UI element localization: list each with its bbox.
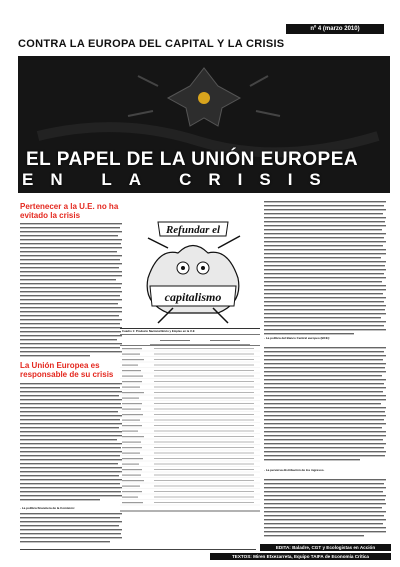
hero-title-line2: EN LA CRISIS bbox=[22, 170, 338, 189]
left-heading-2: La Unión Europea es responsable de su crisis bbox=[20, 361, 114, 379]
right-body-1 bbox=[264, 200, 386, 338]
footer-authors: TEXTOS: Miren Etxezarreta, Equipo TAIFA de Economía Crítica bbox=[210, 553, 391, 560]
left-body-3 bbox=[20, 512, 122, 544]
left-body-2 bbox=[20, 382, 122, 512]
cartoon-label-bottom: capitalismo bbox=[164, 290, 222, 304]
text-lines bbox=[20, 382, 122, 512]
left-body-1 bbox=[20, 222, 122, 358]
text-lines bbox=[264, 478, 386, 540]
cartoon-illustration bbox=[128, 208, 258, 328]
bottom-rule bbox=[20, 549, 256, 550]
issue-label: nº 4 (marzo 2010) bbox=[286, 24, 384, 34]
cartoon-label-top: Refundar el bbox=[165, 224, 221, 236]
text-lines bbox=[264, 346, 386, 464]
table-body bbox=[120, 346, 260, 521]
right-subhead-2: - La perversa distribución de los ingresos. bbox=[264, 468, 325, 472]
page-headline: CONTRA LA EUROPA DEL CAPITAL Y LA CRISIS bbox=[18, 38, 285, 50]
text-lines bbox=[264, 200, 386, 338]
table-caption: Cuadro 1: Producto Nacional Bruto y Empleo en la U.E bbox=[122, 329, 195, 333]
gdp-employment-table bbox=[120, 328, 260, 522]
cartoon-drawing bbox=[128, 208, 258, 328]
right-subhead-1: - La política del Banco Central europeo (BCE): bbox=[264, 336, 330, 340]
right-body-2 bbox=[264, 346, 386, 464]
left-subhead: - La política financiera de la Comisión: bbox=[20, 506, 75, 510]
text-lines bbox=[20, 222, 122, 358]
left-heading-1: Pertenecer a la U.E. no ha evitado la crisis bbox=[20, 202, 119, 220]
text-lines bbox=[20, 512, 122, 544]
footer-publisher: EDITA: Baladre, CGT y Ecologistas en Acción bbox=[260, 544, 391, 551]
table-header bbox=[120, 334, 260, 346]
hero-title-line1: EL PAPEL DE LA UNIÓN EUROPEA bbox=[26, 149, 359, 170]
table-rows-grid bbox=[120, 346, 260, 516]
right-body-3 bbox=[264, 478, 386, 540]
